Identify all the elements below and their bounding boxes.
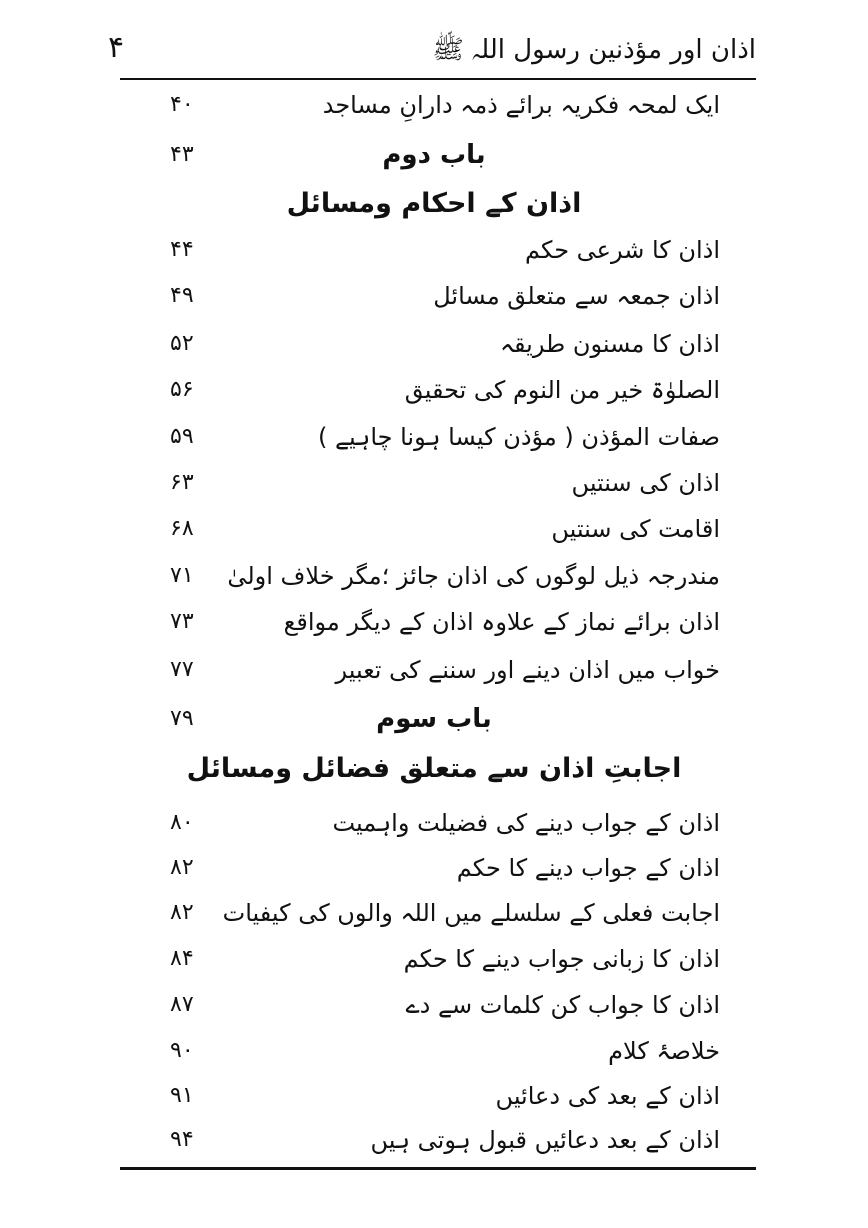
toc-entry: [0, 801, 868, 845]
toc-entry-page: ۵۹: [170, 424, 194, 449]
toc-entry: [0, 648, 868, 692]
toc-chapter-heading: [0, 697, 868, 741]
toc-entry: [0, 846, 868, 890]
toc-entry-title: صفات المؤذن ( مؤذن کیسا ہونا چاہیے ): [317, 423, 720, 451]
toc-entry-page: ۸۴: [170, 946, 194, 971]
section-title: اذان کے احکام ومسائل: [286, 188, 582, 219]
toc-entry: [0, 1074, 868, 1118]
toc-entry-page: ۷۱: [170, 563, 194, 588]
toc-entry: [0, 461, 868, 505]
toc-entry-title: اذان کے بعد دعائیں قبول ہوتی ہیں: [370, 1126, 720, 1154]
toc-entry: [0, 415, 868, 459]
toc-entry: [0, 937, 868, 981]
toc-entry-page: ۸۲: [170, 900, 194, 925]
toc-entry: [0, 554, 868, 598]
toc-entry-title: ایک لمحہ فکریہ برائے ذمہ دارانِ مساجد: [322, 91, 720, 119]
toc-entry-page: ۸۰: [170, 810, 194, 835]
toc-entry-title: خواب میں اذان دینے اور سننے کی تعبیر: [335, 656, 720, 684]
toc-entry-title: مندرجہ ذیل لوگوں کی اذان جائز ؛مگر خلاف اولیٰ: [227, 562, 720, 590]
toc-entry-page: ۷۷: [170, 657, 194, 682]
section-title: اجابتِ اذان سے متعلق فضائل ومسائل: [186, 753, 682, 784]
toc-entry: [0, 507, 868, 551]
toc-entry-page: ۶۳: [170, 470, 194, 495]
toc-entry-title: اذان کا جواب کن کلمات سے دے: [405, 991, 720, 1019]
toc-section-heading: [0, 182, 868, 226]
toc-entry-title: الصلوٰۃ خیر من النوم کی تحقیق: [404, 376, 720, 404]
toc-entry-page: ۷۳: [170, 609, 194, 634]
toc-entry-page: ۸۷: [170, 992, 194, 1017]
chapter-title: باب دوم: [382, 140, 486, 170]
toc-entry-title: اذان جمعہ سے متعلق مسائل: [433, 282, 720, 310]
toc-entry-title: اذان کے بعد کی دعائیں: [495, 1082, 720, 1110]
toc-section-heading: [0, 747, 868, 791]
toc-entry-title: اذان کا شرعی حکم: [524, 236, 720, 264]
chapter-page: ۷۹: [170, 706, 194, 731]
toc-entry-page: ۵۶: [170, 377, 194, 402]
chapter-page: ۴۳: [170, 142, 194, 167]
toc-entry: [0, 983, 868, 1027]
chapter-title: باب سوم: [376, 704, 492, 734]
toc-entry-page: ۹۱: [170, 1083, 194, 1108]
toc-entry: [0, 891, 868, 935]
toc-entry: [0, 600, 868, 644]
toc-entry: [0, 1118, 868, 1162]
toc-entry-page: ۶۸: [170, 516, 194, 541]
toc-entry: [0, 322, 868, 366]
toc-entry: [0, 228, 868, 272]
toc-chapter-heading: [0, 133, 868, 177]
toc-entry-page: ۴۹: [170, 283, 194, 308]
toc-entry-title: اذان کا مسنون طریقہ: [499, 330, 720, 358]
toc-entry-title: اذان برائے نماز کے علاوہ اذان کے دیگر مواقع: [283, 608, 720, 636]
toc-entry-page: ۹۰: [170, 1038, 194, 1063]
toc-entry: [0, 1029, 868, 1073]
running-title: اذان اور مؤذنین رسول اللہ ﷺ: [432, 35, 756, 65]
toc-entry-page: ۸۲: [170, 855, 194, 880]
footer-rule: [120, 1167, 756, 1170]
toc-entry-title: اذان کے جواب دینے کی فضیلت واہمیت: [332, 809, 720, 837]
toc-entry-title: اذان کی سنتیں: [571, 469, 720, 497]
toc-entry-page: ۴۰: [170, 92, 194, 117]
toc-entry: [0, 368, 868, 412]
toc-entry-title: اذان کے جواب دینے کا حکم: [456, 854, 720, 882]
toc-entry: [0, 274, 868, 318]
toc-entry-title: خلاصۂ کلام: [608, 1037, 720, 1065]
toc-entry-page: ۴۴: [170, 237, 194, 262]
toc-entry-page: ۵۲: [170, 331, 194, 356]
page-number: ۴: [108, 30, 125, 65]
toc-entry: [0, 83, 868, 127]
toc-entry-page: ۹۴: [170, 1127, 194, 1152]
toc-entry-title: اجابت فعلی کے سلسلے میں اللہ والوں کی کیفیات: [222, 899, 720, 927]
toc-entry-title: اقامت کی سنتیں: [551, 515, 720, 543]
toc-entry-title: اذان کا زبانی جواب دینے کا حکم: [403, 945, 720, 973]
